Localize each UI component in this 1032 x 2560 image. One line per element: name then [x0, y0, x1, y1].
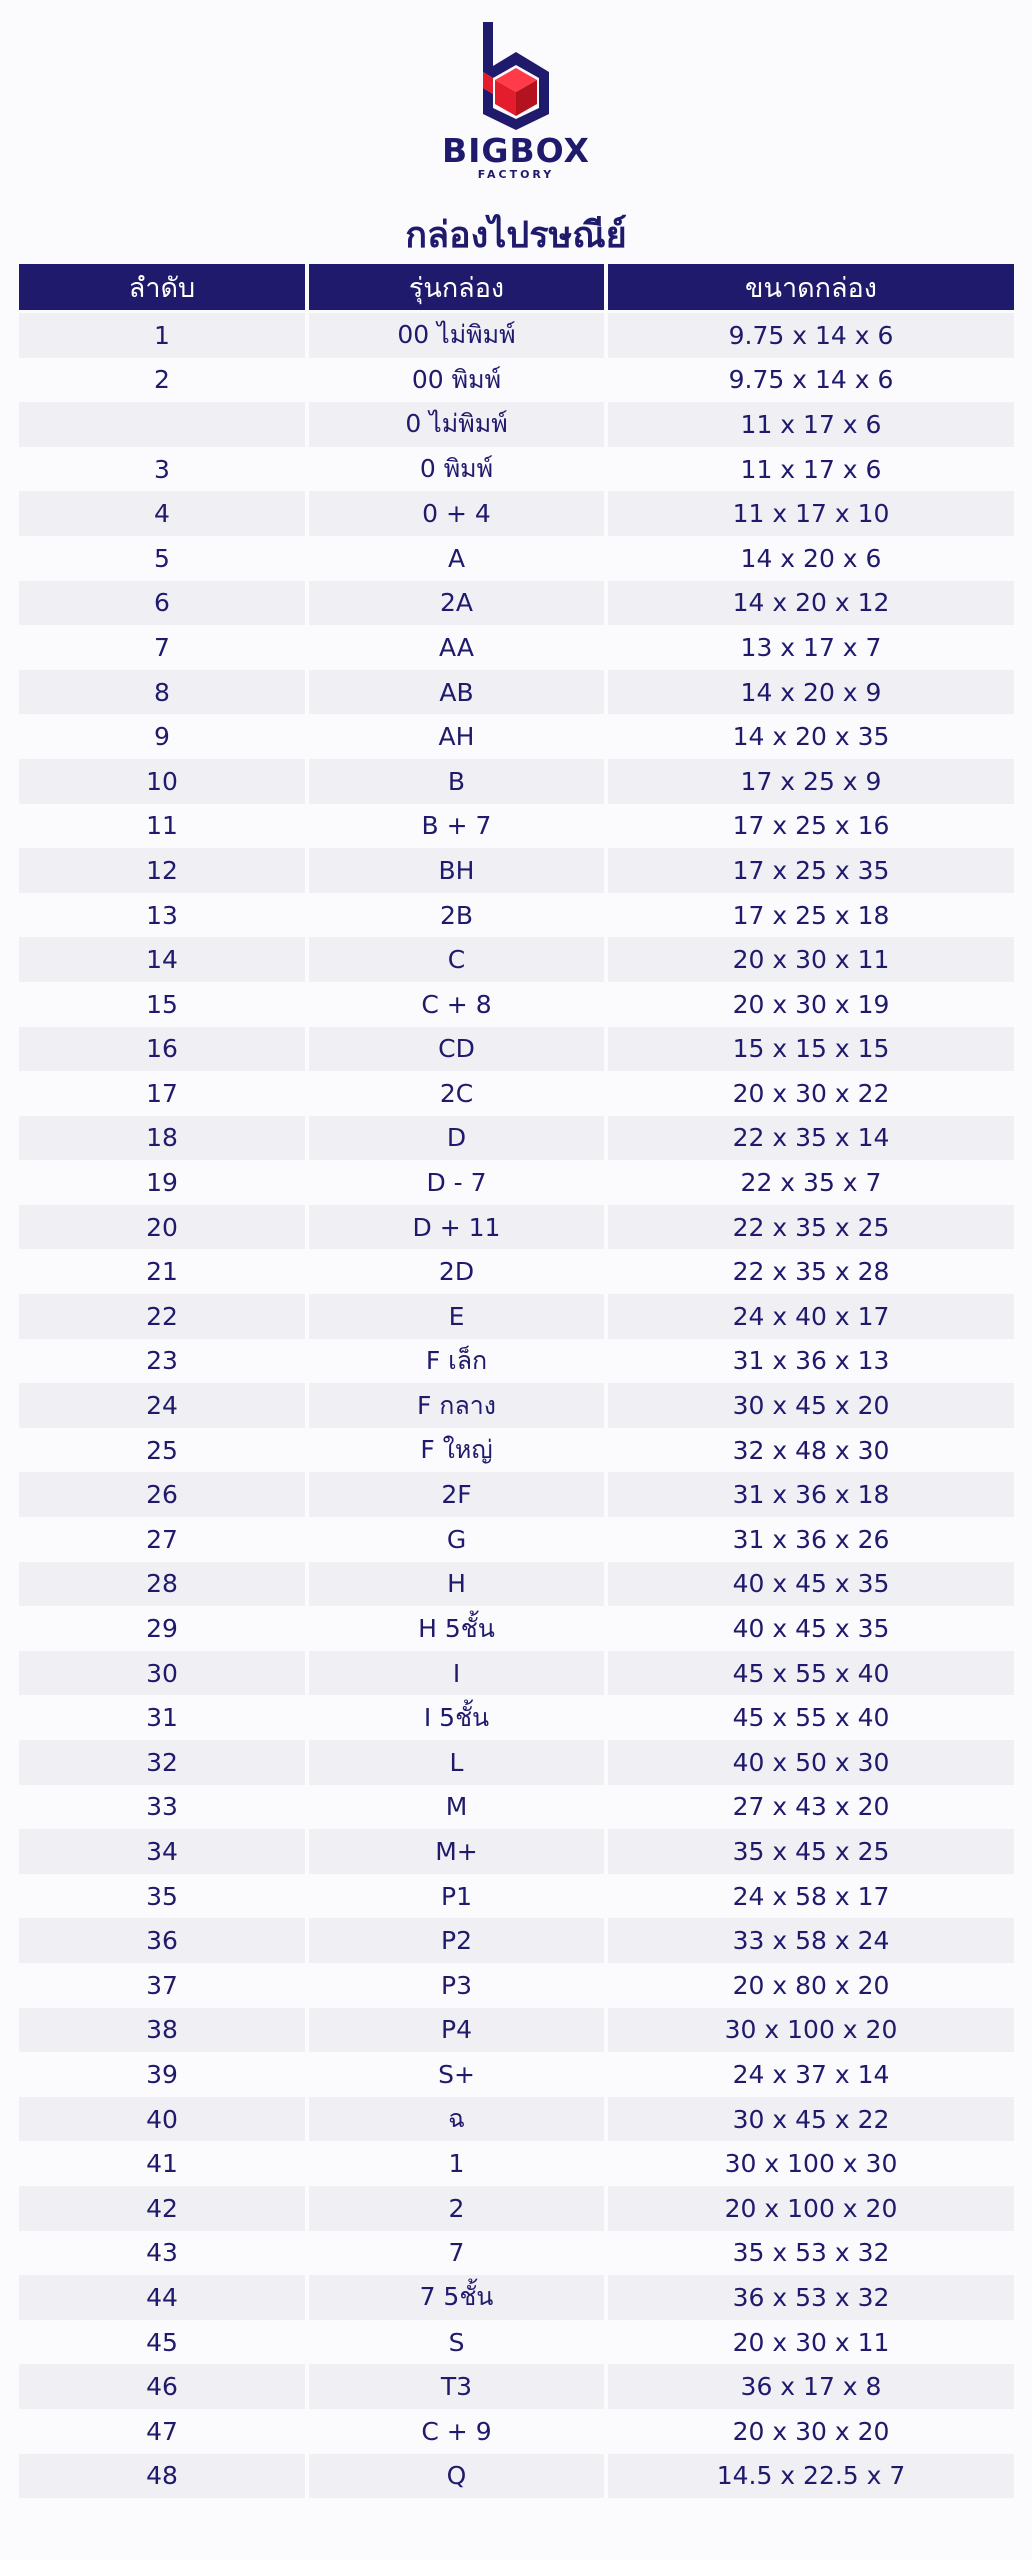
row-number: 10	[19, 759, 305, 804]
row-number: 1	[19, 313, 305, 358]
row-number: 19	[19, 1160, 305, 1205]
row-size: 32 x 48 x 30	[608, 1428, 1014, 1473]
row-size: 22 x 35 x 28	[608, 1249, 1014, 1294]
row-model: BH	[309, 848, 604, 893]
row-number: 47	[19, 2409, 305, 2454]
table-row	[19, 2454, 1014, 2499]
table-row	[19, 2231, 1014, 2276]
row-size: 30 x 100 x 30	[608, 2141, 1014, 2186]
brand-name: BIGBOX	[442, 131, 590, 170]
row-number: 4	[19, 491, 305, 536]
table-row	[19, 1651, 1014, 1696]
table-row	[19, 1740, 1014, 1785]
row-model: AH	[309, 714, 604, 759]
table-row	[19, 1472, 1014, 1517]
row-size: 40 x 45 x 35	[608, 1606, 1014, 1651]
row-number: 34	[19, 1829, 305, 1874]
row-number: 48	[19, 2454, 305, 2499]
table-row	[19, 1249, 1014, 1294]
row-size: 36 x 53 x 32	[608, 2275, 1014, 2320]
row-size: 35 x 53 x 32	[608, 2231, 1014, 2276]
row-model: 0 + 4	[309, 491, 604, 536]
row-model: Q	[309, 2454, 604, 2499]
row-model: M	[309, 1785, 604, 1830]
row-number: 25	[19, 1428, 305, 1473]
row-size: 33 x 58 x 24	[608, 1918, 1014, 1963]
row-size: 30 x 100 x 20	[608, 2008, 1014, 2053]
row-model: 1	[309, 2141, 604, 2186]
row-model: G	[309, 1517, 604, 1562]
row-number: 26	[19, 1472, 305, 1517]
row-size: 14 x 20 x 9	[608, 670, 1014, 715]
row-model: C	[309, 937, 604, 982]
row-model: D	[309, 1116, 604, 1161]
row-size: 40 x 50 x 30	[608, 1740, 1014, 1785]
table-row	[19, 402, 1014, 447]
row-size: 24 x 37 x 14	[608, 2052, 1014, 2097]
table-row	[19, 2186, 1014, 2231]
row-model: 0 ไม่พิมพ์	[309, 402, 604, 447]
row-size: 20 x 30 x 19	[608, 982, 1014, 1027]
row-size: 20 x 30 x 11	[608, 937, 1014, 982]
table-row	[19, 2052, 1014, 2097]
row-size: 45 x 55 x 40	[608, 1695, 1014, 1740]
table-row	[19, 2275, 1014, 2320]
row-number: 9	[19, 714, 305, 759]
table-row	[19, 1874, 1014, 1919]
row-size: 24 x 58 x 17	[608, 1874, 1014, 1919]
row-model: S+	[309, 2052, 604, 2097]
row-number: 21	[19, 1249, 305, 1294]
row-model: T3	[309, 2364, 604, 2409]
row-model: M+	[309, 1829, 604, 1874]
row-model: D + 11	[309, 1205, 604, 1250]
row-number: 6	[19, 581, 305, 626]
table-row	[19, 1205, 1014, 1250]
row-model: F เล็ก	[309, 1339, 604, 1384]
row-number: 36	[19, 1918, 305, 1963]
row-model: P4	[309, 2008, 604, 2053]
row-model: AA	[309, 625, 604, 670]
row-size: 31 x 36 x 13	[608, 1339, 1014, 1384]
table-row	[19, 1829, 1014, 1874]
table-row	[19, 1294, 1014, 1339]
header-size: ขนาดกล่อง	[608, 264, 1014, 310]
row-size: 35 x 45 x 25	[608, 1829, 1014, 1874]
row-number	[19, 402, 305, 447]
table-row	[19, 1562, 1014, 1607]
table-row	[19, 714, 1014, 759]
row-size: 22 x 35 x 14	[608, 1116, 1014, 1161]
row-model: B + 7	[309, 804, 604, 849]
table-row	[19, 1963, 1014, 2008]
row-size: 17 x 25 x 35	[608, 848, 1014, 893]
row-number: 22	[19, 1294, 305, 1339]
table-row	[19, 1517, 1014, 1562]
row-size: 22 x 35 x 7	[608, 1160, 1014, 1205]
row-size: 9.75 x 14 x 6	[608, 313, 1014, 358]
row-model: A	[309, 536, 604, 581]
row-number: 30	[19, 1651, 305, 1696]
row-number: 16	[19, 1027, 305, 1072]
row-size: 13 x 17 x 7	[608, 625, 1014, 670]
row-size: 11 x 17 x 10	[608, 491, 1014, 536]
row-model: AB	[309, 670, 604, 715]
row-number: 11	[19, 804, 305, 849]
row-number: 2	[19, 358, 305, 403]
row-size: 17 x 25 x 9	[608, 759, 1014, 804]
row-number: 42	[19, 2186, 305, 2231]
table-row	[19, 313, 1014, 358]
row-size: 27 x 43 x 20	[608, 1785, 1014, 1830]
table-row	[19, 2141, 1014, 2186]
brand-logo	[0, 18, 1032, 182]
row-number: 28	[19, 1562, 305, 1607]
table-row	[19, 491, 1014, 536]
row-number: 46	[19, 2364, 305, 2409]
row-model: 2	[309, 2186, 604, 2231]
row-number: 37	[19, 1963, 305, 2008]
row-model: H	[309, 1562, 604, 1607]
row-number: 27	[19, 1517, 305, 1562]
row-number: 40	[19, 2097, 305, 2142]
row-model: L	[309, 1740, 604, 1785]
row-model: 2D	[309, 1249, 604, 1294]
row-size: 9.75 x 14 x 6	[608, 358, 1014, 403]
row-number: 24	[19, 1383, 305, 1428]
row-number: 35	[19, 1874, 305, 1919]
row-size: 20 x 100 x 20	[608, 2186, 1014, 2231]
row-model: P2	[309, 1918, 604, 1963]
table-header	[19, 264, 1014, 310]
row-number: 7	[19, 625, 305, 670]
row-number: 8	[19, 670, 305, 715]
box-size-table	[19, 264, 1014, 2498]
row-number: 31	[19, 1695, 305, 1740]
row-model: F ใหญ่	[309, 1428, 604, 1473]
row-model: C + 8	[309, 982, 604, 1027]
table-row	[19, 982, 1014, 1027]
row-number: 12	[19, 848, 305, 893]
row-number: 5	[19, 536, 305, 581]
row-size: 36 x 17 x 8	[608, 2364, 1014, 2409]
table-row	[19, 2097, 1014, 2142]
row-model: 7 5ชั้น	[309, 2275, 604, 2320]
row-model: D - 7	[309, 1160, 604, 1205]
row-model: 00 พิมพ์	[309, 358, 604, 403]
page-title: กล่องไปรษณีย์	[405, 215, 627, 256]
table-row	[19, 447, 1014, 492]
table-row	[19, 848, 1014, 893]
row-model: B	[309, 759, 604, 804]
table-row	[19, 1160, 1014, 1205]
row-size: 31 x 36 x 26	[608, 1517, 1014, 1562]
table-row	[19, 2008, 1014, 2053]
row-model: F กลาง	[309, 1383, 604, 1428]
table-row	[19, 1695, 1014, 1740]
row-size: 20 x 30 x 11	[608, 2320, 1014, 2365]
row-model: 0 พิมพ์	[309, 447, 604, 492]
row-number: 15	[19, 982, 305, 1027]
table-row	[19, 1785, 1014, 1830]
row-number: 33	[19, 1785, 305, 1830]
brand-subtitle: FACTORY	[477, 168, 555, 181]
row-size: 31 x 36 x 18	[608, 1472, 1014, 1517]
row-number: 38	[19, 2008, 305, 2053]
table-row	[19, 1116, 1014, 1161]
table-row	[19, 1918, 1014, 1963]
row-number: 17	[19, 1071, 305, 1116]
table-row	[19, 1383, 1014, 1428]
row-number: 44	[19, 2275, 305, 2320]
row-number: 45	[19, 2320, 305, 2365]
row-number: 29	[19, 1606, 305, 1651]
row-size: 14 x 20 x 12	[608, 581, 1014, 626]
table-row	[19, 1428, 1014, 1473]
row-model: I 5ชั้น	[309, 1695, 604, 1740]
row-size: 14 x 20 x 35	[608, 714, 1014, 759]
row-model: CD	[309, 1027, 604, 1072]
row-model: P3	[309, 1963, 604, 2008]
table-row	[19, 893, 1014, 938]
row-number: 43	[19, 2231, 305, 2276]
row-number: 39	[19, 2052, 305, 2097]
row-model: H 5ชั้น	[309, 1606, 604, 1651]
row-size: 40 x 45 x 35	[608, 1562, 1014, 1607]
table-row	[19, 1339, 1014, 1384]
row-model: E	[309, 1294, 604, 1339]
table-row	[19, 759, 1014, 804]
row-model: C + 9	[309, 2409, 604, 2454]
table-row	[19, 804, 1014, 849]
row-size: 20 x 30 x 20	[608, 2409, 1014, 2454]
row-model: 2C	[309, 1071, 604, 1116]
table-row	[19, 2364, 1014, 2409]
table-row	[19, 1071, 1014, 1116]
table-row	[19, 536, 1014, 581]
row-model: ฉ	[309, 2097, 604, 2142]
row-number: 41	[19, 2141, 305, 2186]
bigbox-logo-icon	[471, 18, 561, 130]
row-size: 22 x 35 x 25	[608, 1205, 1014, 1250]
table-row	[19, 2409, 1014, 2454]
row-size: 17 x 25 x 18	[608, 893, 1014, 938]
row-size: 24 x 40 x 17	[608, 1294, 1014, 1339]
row-size: 11 x 17 x 6	[608, 447, 1014, 492]
row-model: 2B	[309, 893, 604, 938]
row-model: S	[309, 2320, 604, 2365]
row-number: 20	[19, 1205, 305, 1250]
table-row	[19, 937, 1014, 982]
table-row	[19, 670, 1014, 715]
table-body	[19, 313, 1014, 2498]
table-row	[19, 358, 1014, 403]
table-row	[19, 2320, 1014, 2365]
row-number: 13	[19, 893, 305, 938]
table-row	[19, 581, 1014, 626]
row-number: 23	[19, 1339, 305, 1384]
row-size: 15 x 15 x 15	[608, 1027, 1014, 1072]
header-number: ลำดับ	[19, 264, 305, 310]
table-row	[19, 1027, 1014, 1072]
row-size: 45 x 55 x 40	[608, 1651, 1014, 1696]
table-row	[19, 1606, 1014, 1651]
row-size: 20 x 80 x 20	[608, 1963, 1014, 2008]
row-model: 2A	[309, 581, 604, 626]
row-size: 30 x 45 x 20	[608, 1383, 1014, 1428]
row-size: 20 x 30 x 22	[608, 1071, 1014, 1116]
row-model: 00 ไม่พิมพ์	[309, 313, 604, 358]
row-number: 32	[19, 1740, 305, 1785]
row-number: 18	[19, 1116, 305, 1161]
row-size: 14.5 x 22.5 x 7	[608, 2454, 1014, 2499]
row-size: 17 x 25 x 16	[608, 804, 1014, 849]
row-model: I	[309, 1651, 604, 1696]
row-model: 7	[309, 2231, 604, 2276]
row-model: 2F	[309, 1472, 604, 1517]
row-number: 3	[19, 447, 305, 492]
header-model: รุ่นกล่อง	[309, 264, 604, 310]
row-size: 30 x 45 x 22	[608, 2097, 1014, 2142]
row-model: P1	[309, 1874, 604, 1919]
row-number: 14	[19, 937, 305, 982]
row-size: 11 x 17 x 6	[608, 402, 1014, 447]
row-size: 14 x 20 x 6	[608, 536, 1014, 581]
table-row	[19, 625, 1014, 670]
